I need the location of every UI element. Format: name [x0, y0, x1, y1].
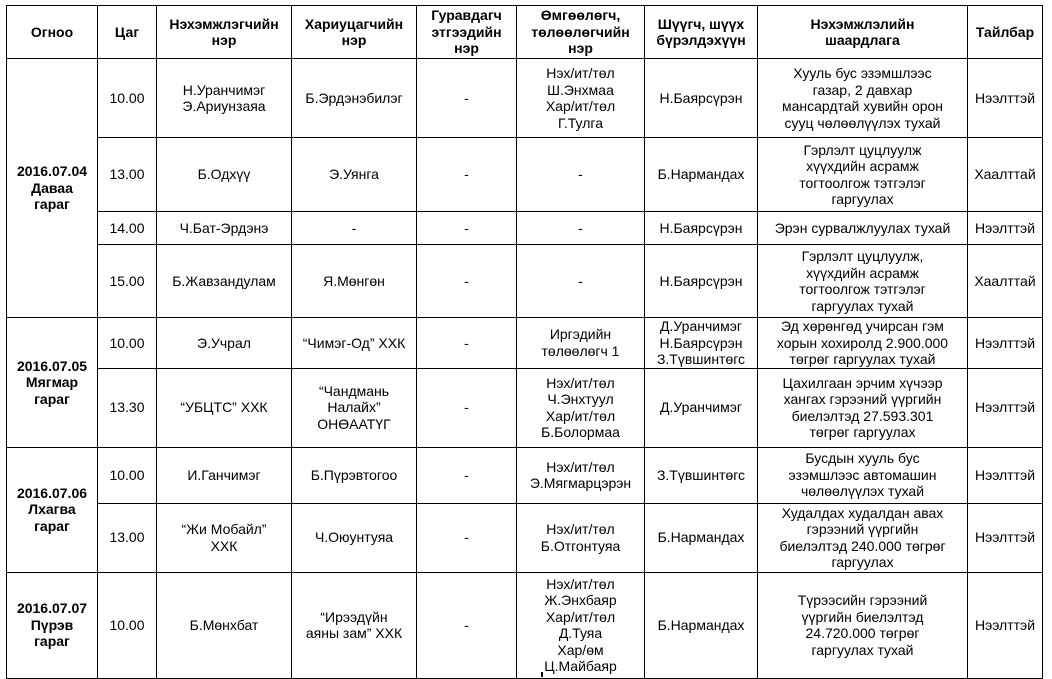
date-cell [7, 318, 98, 448]
header-line: шаардлага [825, 32, 900, 48]
defendant-line: аяны зам” ХХК [305, 625, 403, 641]
header-line: Шүүгч, шүүх [657, 15, 745, 32]
counsel-line: Нэх/ит/төл [546, 575, 615, 592]
claim-cell [758, 447, 968, 503]
table-row [7, 503, 1043, 572]
plaintiff-cell [157, 245, 292, 318]
note-cell [968, 368, 1043, 447]
time-cell [98, 318, 157, 369]
third-party-cell [417, 503, 517, 572]
table-row [7, 368, 1043, 447]
header-line: Цаг [114, 23, 140, 40]
date-cell [7, 59, 98, 318]
header-line: Өмгөөлөгч, [540, 7, 621, 24]
judge-line: З.Түвшинтөгс [656, 351, 746, 367]
counsel-line: - [578, 272, 583, 289]
defendant-cell [292, 245, 417, 318]
counsel-line: Нэх/ит/төл [546, 374, 615, 391]
claim-line: хүүхдийн асрамж [806, 264, 919, 281]
plaintiff-line: Э.Ариунзаяа [182, 98, 266, 114]
judge-cell [645, 138, 758, 212]
table-row [7, 318, 1043, 369]
court-schedule-table [6, 5, 1043, 679]
time-text: 10.00 [109, 616, 145, 633]
note-cell [968, 59, 1043, 138]
defendant-cell [292, 138, 417, 212]
plaintiff-cell [157, 138, 292, 212]
table-row [7, 572, 1043, 678]
header-third-party [417, 6, 517, 59]
note-text: Нээлттэй [974, 466, 1036, 483]
judge-line: Б.Нармандах [657, 529, 745, 546]
weekday-suffix-text: гараг [34, 196, 70, 213]
judge-line: Н.Баярсүрэн [659, 89, 743, 106]
judge-cell [645, 212, 758, 245]
defendant-cell [292, 503, 417, 572]
judge-line: Н.Баярсүрэн [659, 219, 743, 236]
claim-cell [758, 368, 968, 447]
header-date [7, 6, 98, 59]
plaintiff-cell [157, 503, 292, 572]
claim-line: Түрээсийн гэрээний [797, 592, 928, 608]
claim-line: сууц чөлөөлүүлэх тухай [784, 114, 941, 131]
counsel-line: Ч.Энхтуул [547, 391, 614, 407]
counsel-line: Б.Отгонтуяа [540, 537, 621, 554]
header-row [7, 6, 1043, 59]
defendant-line: Налайх” [327, 399, 381, 416]
counsel-line: Нэх/ит/төл [546, 458, 615, 475]
claim-cell [758, 503, 968, 572]
defendant-line: Э.Уянга [329, 166, 379, 183]
note-text: Нээлттэй [974, 529, 1036, 546]
claim-line: биелэлтэд 240.000 төгрөг [779, 537, 946, 554]
third-party-line: - [464, 272, 469, 289]
note-cell [968, 572, 1043, 678]
counsel-line: Д.Туяа [558, 625, 603, 641]
judge-line: Б.Нармандах [657, 616, 745, 633]
plaintiff-cell [157, 447, 292, 503]
note-text: Нээлттэй [974, 89, 1036, 106]
header-line: Тайлбар [975, 23, 1035, 40]
date-text: 2016.07.05 [16, 357, 88, 374]
defendant-cell [292, 368, 417, 447]
counsel-line: Иргэдийн [549, 326, 612, 343]
time-text: 13.00 [109, 529, 145, 546]
header-line: этгээдийн [431, 23, 502, 40]
time-cell [98, 245, 157, 318]
header-judge [645, 6, 758, 59]
judge-cell [645, 447, 758, 503]
time-text: 15.00 [109, 272, 145, 289]
time-text: 10.00 [109, 89, 145, 106]
time-cell [98, 503, 157, 572]
time-cell [98, 368, 157, 447]
plaintiff-cell [157, 318, 292, 369]
time-cell [98, 138, 157, 212]
claim-cell [758, 245, 968, 318]
header-line: бүрэлдэхүүн [656, 32, 746, 48]
time-text: 14.00 [109, 219, 145, 236]
third-party-line: - [464, 219, 469, 236]
defendant-line: “Чимэг-Од” ХХК [302, 334, 406, 351]
claim-line: төгрөг гаргуулах [809, 424, 916, 440]
claim-line: биелэлтэд 27.593.301 [791, 407, 934, 424]
time-text: 13.30 [109, 399, 145, 416]
claim-cell [758, 572, 968, 678]
header-line: нэр [211, 32, 237, 48]
defendant-line: Б.Эрдэнэбилэг [305, 89, 403, 106]
judge-cell [645, 572, 758, 678]
date-cell [7, 447, 98, 572]
defendant-cell [292, 572, 417, 678]
counsel-line: - [578, 166, 583, 183]
claim-line: мансардтай хувийн орон [781, 98, 944, 114]
plaintiff-line: Б.Одхүү [197, 166, 251, 183]
counsel-line: Хар/өм [557, 641, 604, 658]
claim-line: гаргуулах тухай [811, 297, 914, 314]
third-party-cell [417, 59, 517, 138]
counsel-line: Хар/ит/төл [545, 608, 616, 625]
claim-line: төгрөг гаргуулах тухай [789, 351, 936, 367]
judge-line: Б.Нармандах [657, 166, 745, 183]
plaintiff-cell [157, 572, 292, 678]
third-party-line: - [464, 466, 469, 483]
weekday-text: Пүрэв [30, 616, 74, 633]
counsel-line: Нэх/ит/төл [546, 521, 615, 537]
judge-cell [645, 245, 758, 318]
counsel-cell [517, 318, 645, 369]
third-party-line: - [464, 616, 469, 633]
defendant-line: Ч.Оюунтуяа [314, 529, 394, 546]
time-cell [98, 572, 157, 678]
claim-line: хорын хохиролд 2.900.000 [776, 334, 949, 351]
counsel-cell [517, 447, 645, 503]
claim-line: гаргуулах [831, 554, 894, 570]
stray-mark [541, 672, 543, 677]
date-text: 2016.07.07 [16, 600, 88, 617]
third-party-cell [417, 368, 517, 447]
header-counsel [517, 6, 645, 59]
time-text: 10.00 [109, 466, 145, 483]
claim-line: Эд хөрөнгөд учирсан гэм [781, 318, 944, 334]
header-line: Огноо [30, 23, 74, 40]
weekday-text: Даваа [31, 179, 73, 196]
claim-line: 24.720.000 төгрөг [805, 625, 920, 641]
third-party-cell [417, 212, 517, 245]
counsel-cell [517, 245, 645, 318]
time-text: 10.00 [109, 334, 145, 351]
defendant-line: ОНӨААТҮГ [317, 415, 391, 432]
table-row [7, 245, 1043, 318]
counsel-line: - [578, 219, 583, 236]
judge-line: З.Түвшинтөгс [656, 466, 746, 483]
third-party-line: - [464, 89, 469, 106]
schedule-body [7, 59, 1043, 679]
claim-line: Гэрлэлт цуцлуулж, [801, 248, 924, 264]
note-cell [968, 503, 1043, 572]
defendant-cell [292, 59, 417, 138]
judge-line: Н.Баярсүрэн [659, 272, 743, 289]
defendant-line: “Чандмань [318, 382, 390, 399]
date-text: 2016.07.06 [16, 484, 88, 501]
counsel-cell [517, 368, 645, 447]
counsel-line: Хар/ит/төл [545, 98, 616, 114]
counsel-line: Э.Мягмарцэрэн [529, 475, 632, 491]
note-text: Нээлттэй [974, 616, 1036, 633]
header-time [98, 6, 157, 59]
header-line: Хариуцагчийн [304, 15, 404, 32]
claim-line: гэрээний үүргийн [806, 521, 919, 537]
defendant-cell [292, 318, 417, 369]
table-row [7, 138, 1043, 212]
claim-cell [758, 59, 968, 138]
claim-line: Гэрлэлт цуцлуулж [803, 141, 922, 158]
judge-cell [645, 368, 758, 447]
judge-cell [645, 318, 758, 369]
time-cell [98, 447, 157, 503]
time-cell [98, 59, 157, 138]
header-note [968, 6, 1043, 59]
counsel-cell [517, 138, 645, 212]
counsel-line: Б.Болормаа [541, 424, 620, 440]
counsel-line: Нэх/ит/төл [546, 65, 615, 81]
note-text: Нээлттэй [974, 399, 1036, 416]
defendant-line: Я.Мөнгөн [323, 272, 385, 289]
plaintiff-line: И.Ганчимэг [187, 466, 261, 483]
claim-line: тогтоолгож тэтгэлэг [799, 174, 926, 191]
defendant-line: - [351, 219, 357, 236]
claim-line: гаргуулах тухай [811, 641, 914, 658]
defendant-line: Б.Пүрэвтогоо [310, 466, 398, 483]
claim-line: эзэмшлээс автомашин [788, 466, 937, 483]
note-text: Хаалттай [974, 166, 1036, 183]
claim-line: Эрэн сурвалжлуулах тухай [774, 219, 951, 236]
weekday-text: Лхагва [28, 501, 76, 518]
counsel-line: Хар/ит/төл [545, 407, 616, 424]
defendant-line: “Ирээдүйн [320, 608, 388, 625]
header-line: төлөөлөгчийн [531, 23, 630, 40]
counsel-line: Ш.Энхмаа [547, 81, 614, 98]
weekday-suffix-text: гараг [34, 390, 70, 407]
time-cell [98, 212, 157, 245]
weekday-suffix-text: гараг [34, 633, 70, 650]
header-defendant [292, 6, 417, 59]
third-party-cell [417, 138, 517, 212]
counsel-line: Ж.Энхбаяр [544, 592, 617, 608]
plaintiff-cell [157, 212, 292, 245]
note-text: Нээлттэй [974, 219, 1036, 236]
header-line: Гуравдагч [431, 7, 502, 24]
note-cell [968, 138, 1043, 212]
header-line: нэр [568, 40, 593, 57]
date-cell [7, 572, 98, 678]
judge-line: Д.Уранчимэг [660, 318, 742, 334]
third-party-cell [417, 245, 517, 318]
judge-cell [645, 59, 758, 138]
plaintiff-line: ХХК [210, 537, 238, 554]
third-party-line: - [464, 166, 469, 183]
note-text: Нээлттэй [974, 334, 1036, 351]
header-line: Нэхэмжлэлийн [810, 15, 915, 32]
plaintiff-line: Н.Уранчимэг [182, 81, 266, 98]
judge-line: Д.Уранчимэг [660, 399, 742, 416]
claim-line: Цахилгаан эрчим хүчээр [782, 374, 943, 391]
counsel-line: Ц.Майбаяр [544, 658, 617, 674]
weekday-text: Мягмар [25, 374, 79, 390]
header-plaintiff [157, 6, 292, 59]
claim-line: тогтоолгож тэтгэлэг [799, 281, 926, 297]
plaintiff-line: Ч.Бат-Эрдэнэ [179, 219, 269, 236]
counsel-cell [517, 572, 645, 678]
plaintiff-cell [157, 59, 292, 138]
judge-line: Н.Баярсүрэн [659, 334, 743, 351]
plaintiff-line: “Жи Мобайл” [181, 521, 267, 537]
time-text: 13.00 [109, 166, 145, 183]
claim-line: хүүхдийн асрамж [806, 158, 919, 174]
note-cell [968, 212, 1043, 245]
weekday-suffix-text: гараг [34, 517, 70, 534]
plaintiff-line: Б.Жавзандулам [172, 272, 276, 289]
claim-cell [758, 138, 968, 212]
claim-cell [758, 318, 968, 369]
note-cell [968, 447, 1043, 503]
claim-cell [758, 212, 968, 245]
table-row [7, 59, 1043, 138]
claim-line: үүргийн биелэлтэд [801, 608, 924, 625]
counsel-line: төлөөлөгч 1 [541, 342, 620, 359]
claim-line: Худалдах худалдан авах [781, 504, 944, 521]
plaintiff-line: Э.Учрал [197, 334, 251, 351]
claim-line: Бусдын хууль бус [805, 450, 920, 467]
claim-line: газар, 2 давхар [812, 81, 913, 98]
plaintiff-line: “УБЦТС” ХХК [180, 399, 268, 416]
table-row [7, 212, 1043, 245]
third-party-line: - [464, 399, 469, 416]
defendant-cell [292, 212, 417, 245]
counsel-cell [517, 503, 645, 572]
third-party-line: - [464, 529, 469, 546]
note-cell [968, 245, 1043, 318]
header-line: нэр [454, 40, 479, 57]
third-party-cell [417, 572, 517, 678]
defendant-cell [292, 447, 417, 503]
header-line: нэр [341, 32, 367, 48]
claim-line: Хууль бус эзэмшлээс [793, 65, 932, 81]
table-row [7, 447, 1043, 503]
plaintiff-line: Б.Мөнхбат [189, 616, 259, 633]
note-text: Хаалттай [974, 272, 1036, 289]
judge-cell [645, 503, 758, 572]
header-line: Нэхэмжлэгчийн [169, 15, 279, 32]
plaintiff-cell [157, 368, 292, 447]
date-text: 2016.07.04 [16, 163, 88, 180]
third-party-line: - [464, 334, 469, 351]
header-claim [758, 6, 968, 59]
claim-line: гаргуулах [831, 191, 894, 207]
counsel-cell [517, 212, 645, 245]
third-party-cell [417, 318, 517, 369]
claim-line: хангах гэрээний үүргийн [783, 391, 942, 407]
counsel-cell [517, 59, 645, 138]
claim-line: чөлөөлүүлэх тухай [800, 483, 925, 500]
note-cell [968, 318, 1043, 369]
counsel-line: Г.Тулга [558, 114, 603, 131]
third-party-cell [417, 447, 517, 503]
